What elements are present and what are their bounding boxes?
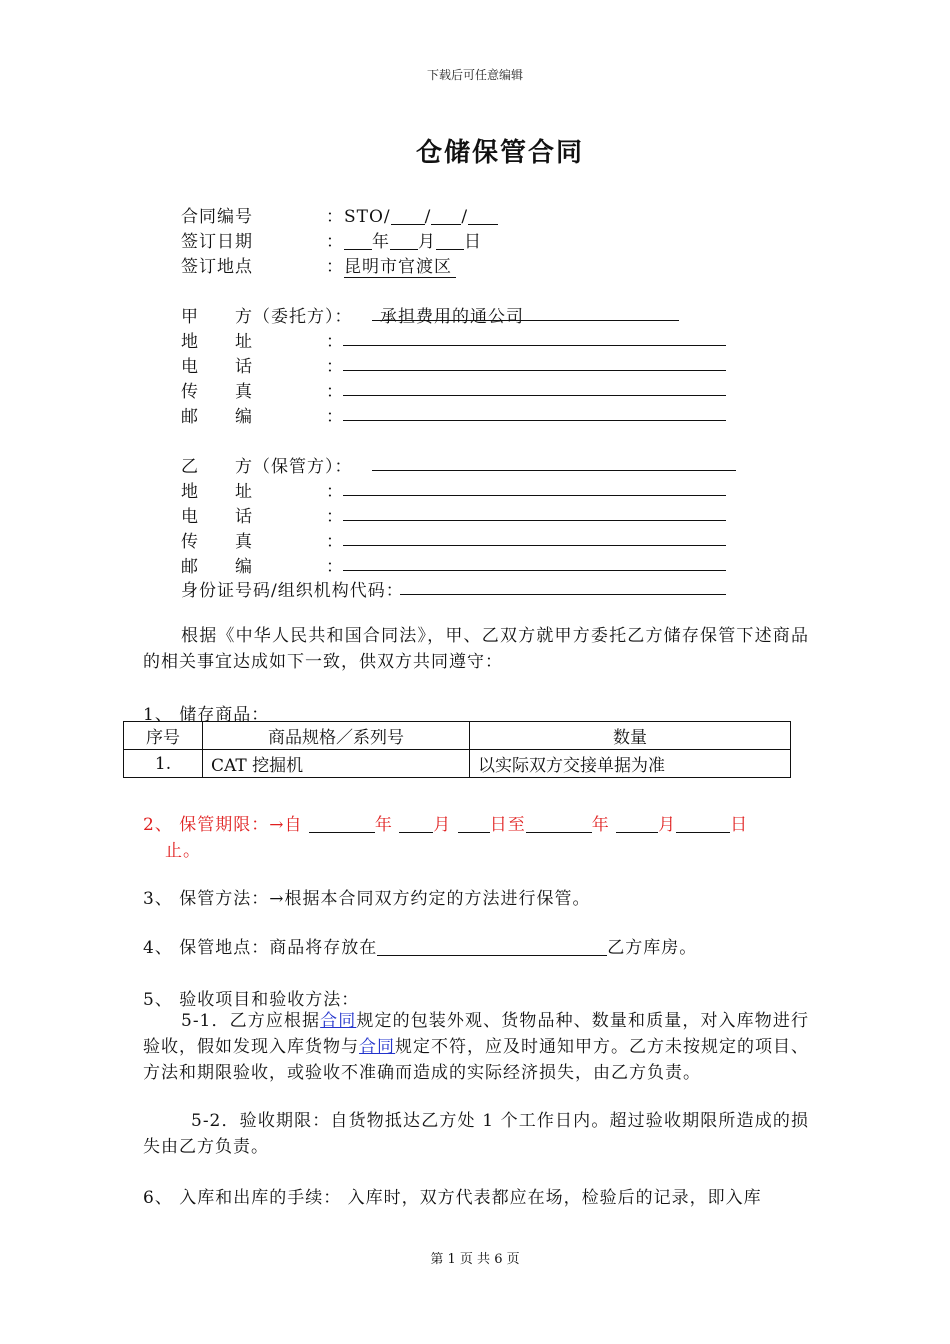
colon: ：: [326, 357, 344, 377]
section2-from: 自: [284, 815, 303, 835]
table-row: [124, 750, 791, 778]
section2-month-end: 月: [658, 815, 677, 835]
section2-number: 2、: [143, 815, 173, 835]
sign-place-value: 昆明市官渡区: [344, 257, 456, 278]
party-b-fax-line: [343, 545, 726, 546]
section5-heading: 5、 验收项目和验收方法：: [143, 990, 360, 1010]
sign-place-field: [326, 252, 456, 277]
party-b-name-line: [372, 470, 736, 471]
party-a-address-line: [343, 345, 726, 346]
section3-text: 根据本合同双方约定的方法进行保管。: [284, 889, 591, 909]
party-a-name: 承担费用的通公司: [380, 307, 524, 327]
section4-tail: 乙方库房。: [607, 938, 698, 958]
section6-text: 6、 入库和出库的手续： 入库时，双方代表都应在场，检验后的记录，即入库: [143, 1188, 762, 1208]
goods-table: [123, 721, 791, 778]
party-a-phone-line: [343, 370, 726, 371]
cell-qty: 以实际双方交接单据为准: [470, 750, 791, 778]
cell-no: 1.: [124, 750, 203, 778]
colon: ：: [326, 507, 344, 527]
contract-link[interactable]: 合同: [359, 1037, 395, 1057]
party-b-fax-label: 传 真: [181, 532, 253, 552]
party-b-post-line: [343, 570, 726, 571]
cell-spec: CAT 挖掘机: [203, 750, 470, 778]
colon: ：: [326, 532, 344, 552]
page-footer: 第 1 页 共 6 页: [430, 1252, 520, 1267]
contract-link[interactable]: 合同: [320, 1011, 357, 1031]
party-b-id-line: [400, 594, 726, 595]
party-b-label: 乙 方（保管方）：: [181, 457, 353, 477]
colon: ：: [326, 207, 344, 227]
intro-paragraph: 根据《中华人民共和国合同法》，甲、乙双方就甲方委托乙方储存保管下述商品的相关事宜达成如下一致，供双方共同遵守：: [143, 626, 809, 672]
party-b-address-line: [343, 495, 726, 496]
section2-year-end: 年: [591, 815, 610, 835]
section5-paragraph1: [143, 1008, 809, 1086]
section2-month: 月: [433, 815, 452, 835]
section2-to-day: 日至: [489, 815, 526, 835]
party-a-name-line: [372, 320, 679, 321]
section5-p1a: 5-1．乙方应根据: [181, 1011, 321, 1031]
year-text: 年: [372, 232, 390, 252]
section5-paragraph2: 5-2．验收期限：自货物抵达乙方处 1 个工作日内。超过验收期限所造成的损失由乙方负责。: [143, 1111, 809, 1157]
day-text: 日: [464, 232, 482, 252]
colon: ：: [326, 257, 344, 277]
month-text: 月: [418, 232, 436, 252]
section2-line2: 止。: [165, 841, 201, 861]
arrow-icon: →: [269, 815, 285, 835]
colon: ：: [326, 407, 344, 427]
party-a-post-label: 邮 编: [181, 407, 253, 427]
section2-year: 年: [374, 815, 393, 835]
section4: [143, 933, 697, 958]
arrow-icon: →: [269, 889, 285, 909]
party-b-post-label: 邮 编: [181, 557, 253, 577]
colon: ：: [326, 382, 344, 402]
section1-heading: 1、 储存商品：: [143, 705, 270, 725]
party-a-label: 甲 方（委托方）：: [181, 307, 353, 327]
col-header-qty: 数量: [470, 722, 791, 750]
section5-p1b: 规定的包装外观、货物品种、数量和质量，对入库物进行验收，假如发现入库货物与: [143, 1011, 809, 1057]
sign-place-label: 签订地点: [181, 257, 253, 277]
colon: ：: [326, 557, 344, 577]
sign-date-label: 签订日期: [181, 232, 253, 252]
party-b-address-label: 地 址: [181, 482, 253, 502]
section4-heading: 4、 保管地点：商品将存放在: [143, 938, 378, 958]
section5-p1c: 规定不符，应及时通知甲方。乙方未按规定的项目、方法和期限验收，或验收不准确而造成的实际经济损失，由乙方负责。: [143, 1037, 809, 1083]
col-header-spec: 商品规格／系列号: [203, 722, 470, 750]
colon: ：: [326, 332, 344, 352]
party-b-phone-line: [343, 520, 726, 521]
section2-line1: [143, 810, 748, 835]
contract-no-label: 合同编号: [181, 207, 253, 227]
colon: ：: [326, 482, 344, 502]
sign-date-field: [326, 227, 482, 252]
col-header-no: 序号: [124, 722, 203, 750]
section3: [143, 884, 590, 909]
contract-no-field: ：STO/ / /: [326, 202, 498, 227]
party-b-phone-label: 电 话: [181, 507, 253, 527]
party-a-address-label: 地 址: [181, 332, 253, 352]
party-a-phone-label: 电 话: [181, 357, 253, 377]
party-a-post-line: [343, 420, 726, 421]
colon: ：: [326, 232, 344, 252]
party-a-fax-label: 传 真: [181, 382, 253, 402]
header-note: 下载后可任意编辑: [426, 68, 523, 82]
document-title: 仓储保管合同: [415, 138, 584, 168]
party-a-fax-line: [343, 395, 726, 396]
contract-no-prefix: STO/: [344, 207, 391, 227]
section2-day-end: 日: [730, 815, 749, 835]
section2-label: 保管期限：: [179, 815, 270, 835]
section3-heading: 3、 保管方法：: [143, 889, 270, 909]
goods-table-header: [124, 722, 791, 750]
party-b-id-label: 身份证号码/组织机构代码：: [181, 581, 404, 601]
